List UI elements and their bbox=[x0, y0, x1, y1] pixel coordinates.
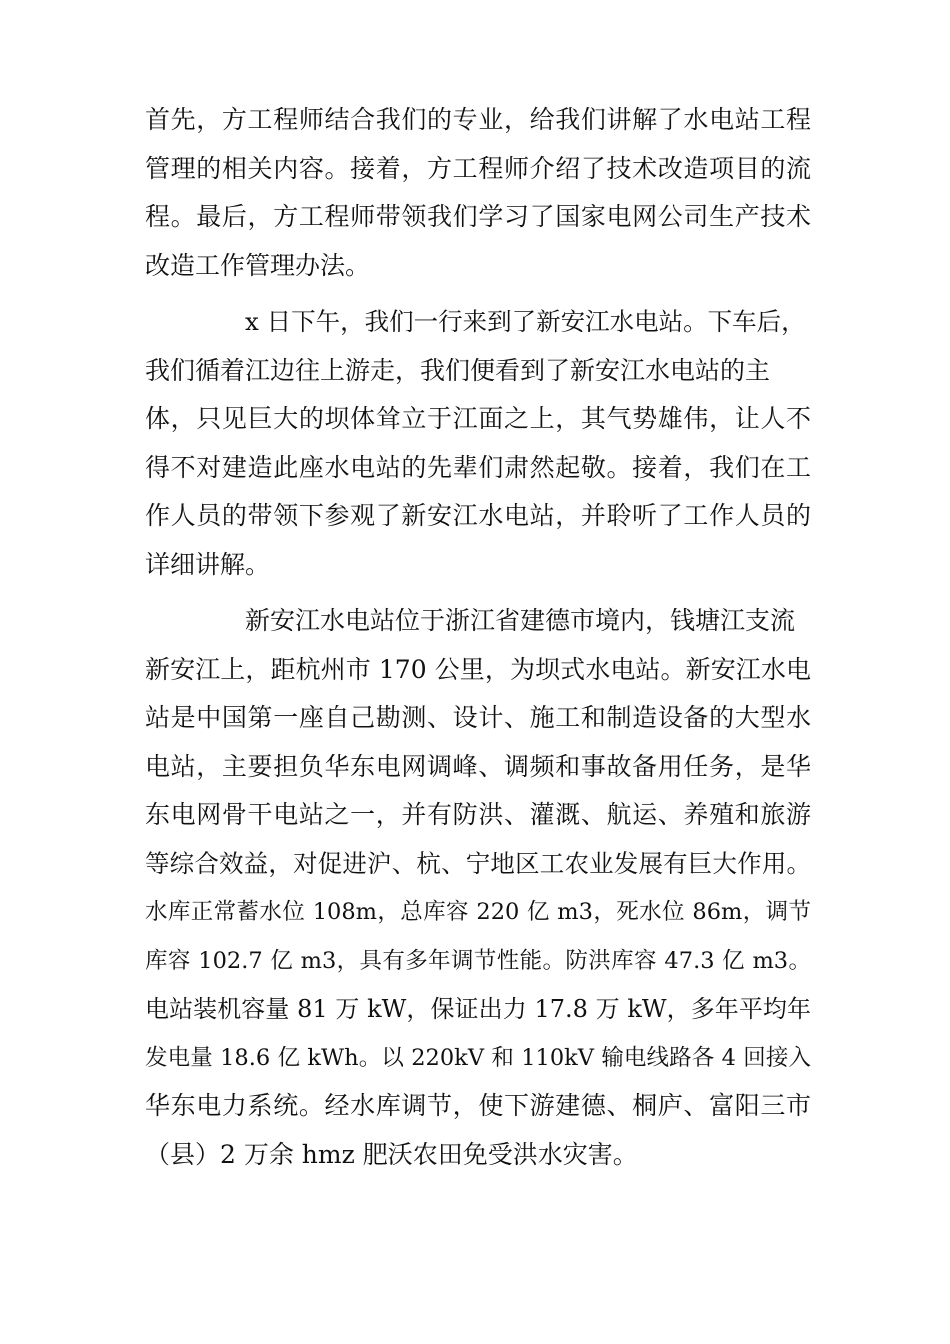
text-line: 管理的相关内容。接着，方工程师介绍了技术改造项目的流 bbox=[145, 153, 811, 183]
text-line: 得不对建造此座水电站的先辈们肃然起敬。接着，我们在工 bbox=[145, 452, 811, 482]
text-line: 首先，方工程师结合我们的专业，给我们讲解了水电站工程 bbox=[145, 105, 811, 134]
text-line: 详细讲解。 bbox=[145, 549, 271, 579]
text-line: 我们循着江边往上游走，我们便看到了新安江水电站的主 bbox=[145, 355, 771, 385]
text-line: 水库正常蓄水位 108m，总库容 220 亿 m3，死水位 86m，调节 bbox=[145, 899, 811, 925]
text-line: 作人员的带领下参观了新安江水电站，并聆听了工作人员的 bbox=[145, 501, 811, 530]
text-line: 程。最后，方工程师带领我们学习了国家电网公司生产技术 bbox=[145, 202, 811, 231]
paragraph-2 bbox=[145, 298, 811, 589]
text-line: 华东电力系统。经水库调节，使下游建德、桐庐、富阳三市 bbox=[145, 1091, 811, 1120]
text-line: x 日下午，我们一行来到了新安江水电站。下车后， bbox=[245, 307, 806, 336]
document-body bbox=[145, 96, 811, 1187]
text-line: 新安江水电站位于浙江省建德市境内，钱塘江支流 bbox=[245, 606, 796, 635]
text-line: 改造工作管理办法。 bbox=[145, 250, 371, 280]
text-line: 东电网骨干电站之一，并有防洪、灌溉、航运、养殖和旅游 bbox=[145, 800, 811, 829]
text-line: 体，只见巨大的坝体耸立于江面之上，其气势雄伟，让人不 bbox=[145, 404, 811, 433]
paragraph-3 bbox=[145, 597, 811, 1179]
text-line: 电站，主要担负华东电网调峰、调频和事故备用任务，是华 bbox=[145, 751, 811, 781]
text-line: （县）2 万余 hmz 肥沃农田免受洪水灾害。 bbox=[145, 1139, 638, 1169]
paragraph-1 bbox=[145, 96, 811, 290]
text-line: 发电量 18.6 亿 kWh。以 220kV 和 110kV 输电线路各 4 回接入 bbox=[145, 1044, 811, 1071]
text-line: 等综合效益，对促进沪、杭、宁地区工农业发展有巨大作用。 bbox=[145, 848, 811, 878]
text-line: 新安江上，距杭州市 170 公里，为坝式水电站。新安江水电 bbox=[145, 654, 811, 684]
text-line: 库容 102.7 亿 m3，具有多年调节性能。防洪库容 47.3 亿 m3。 bbox=[145, 947, 811, 974]
text-line: 电站装机容量 81 万 kW，保证出力 17.8 万 kW，多年平均年 bbox=[145, 995, 811, 1023]
text-line: 站是中国第一座自己勘测、设计、施工和制造设备的大型水 bbox=[145, 703, 811, 732]
